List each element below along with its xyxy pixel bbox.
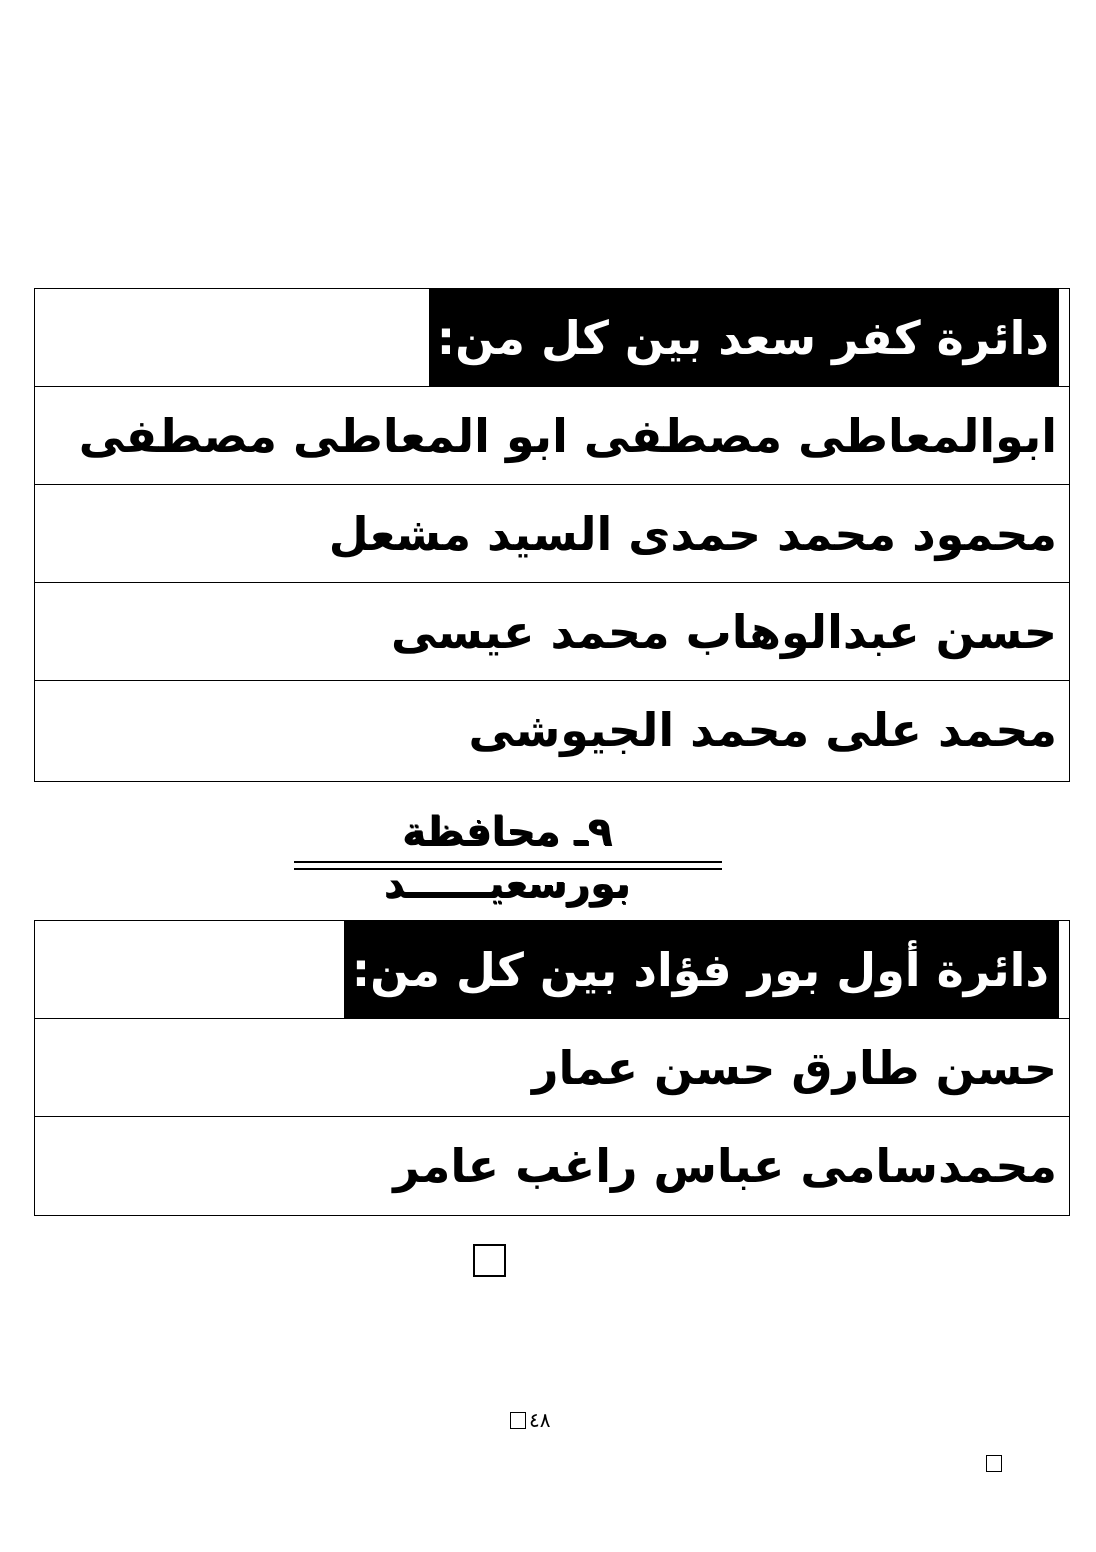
title-underline [294, 861, 722, 863]
page-number [510, 1408, 550, 1432]
page-number-text: ٤٨ [529, 1408, 551, 1432]
district-table-kafr-saad [34, 288, 1070, 782]
candidate-row: محمد على محمد الجيوشى [468, 703, 1057, 757]
district-table-port-fouad [34, 920, 1070, 1216]
table-header-row [35, 921, 1069, 1019]
checkbox-icon [473, 1244, 506, 1277]
district-header: دائرة كفر سعد بين كل من: [429, 289, 1059, 386]
table-header-row [35, 289, 1069, 387]
title-underline [294, 868, 722, 870]
district-header: دائرة أول بور فؤاد بين كل من: [344, 921, 1059, 1018]
candidate-row: محمود محمد حمدى السيد مشعل [35, 485, 1069, 583]
box-glyph-icon [510, 1412, 526, 1429]
candidate-row: حسن عبدالوهاب محمد عيسى [35, 583, 1069, 681]
candidate-row: محمدسامى عباس راغب عامر [393, 1139, 1057, 1193]
candidate-row: حسن طارق حسن عمار [35, 1019, 1069, 1117]
box-glyph-icon [986, 1455, 1002, 1472]
section-title: ٩ـ محافظة بورسعيــــــد [383, 809, 631, 907]
candidate-row: ابوالمعاطى مصطفى ابو المعاطى مصطفى [35, 387, 1069, 485]
